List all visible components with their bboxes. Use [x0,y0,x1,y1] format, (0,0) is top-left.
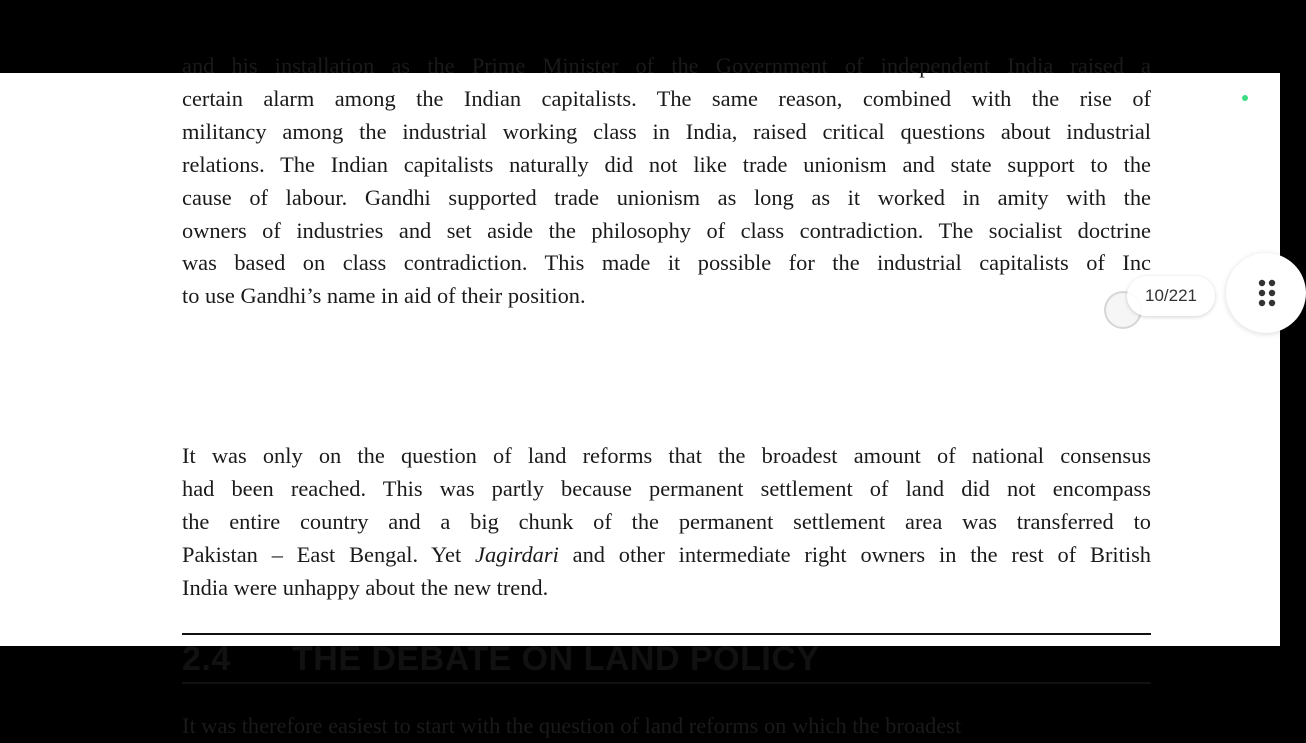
section-divider-top [182,633,1151,635]
text-line: had been reached. This was partly because permanent settlement of land did not encompass [182,475,1151,501]
italic-term: Jagirdari [475,541,559,567]
text-line: to use Gandhi’s name in aid of their position. [182,283,586,309]
text-line: the entire country and a big chunk of the permanent settlement area was transferred to [182,508,1151,534]
paragraph-capitalists [182,50,1151,313]
drag-dots-icon [1258,279,1276,307]
text-line [182,539,1151,572]
text-line: It was only on the question of land reforms that the broadest amount of national consensus [182,443,1151,468]
fast-scroll-handle[interactable] [1226,253,1306,333]
text-line: certain alarm among the Indian capitalists. The same reason, combined with the rise of [182,85,1151,111]
section-title: THE DEBATE ON LAND POLICY [292,640,820,678]
page-indicator[interactable]: 10/221 [1127,276,1215,316]
text-line: was based on class contradiction. This made it possible for the industrial capitalists of Inc [182,250,1151,276]
text-line: militancy among the industrial working class in India, raised critical questions about industrial [182,118,1151,144]
text-line: India were unhappy about the new trend. [182,574,549,600]
text-segment: Pakistan – East Bengal. Yet [182,541,476,567]
text-line: cause of labour. Gandhi supported trade unionism as long as it worked in amity with the [182,184,1151,210]
section-divider-bottom [182,682,1151,684]
next-paragraph-partial: It was therefore easiest to start with the question of land reforms on which the broadest [182,713,962,738]
document-viewer[interactable] [0,53,1280,738]
section-number: 2.4 [182,640,231,678]
text-line: relations. The Indian capitalists naturally did not like trade unionism and state support to the [182,151,1151,177]
text-segment: and other intermediate right owners in the rest of British [558,541,1151,567]
paragraph-land-reforms [182,440,1151,605]
section-heading [182,638,1151,680]
text-line: owners of industries and set aside the philosophy of class contradiction. The socialist doctrine [182,217,1151,243]
text-line: and his installation as the Prime Minister of the Government of independent India raised a [182,53,1151,78]
status-dot [1242,95,1248,101]
